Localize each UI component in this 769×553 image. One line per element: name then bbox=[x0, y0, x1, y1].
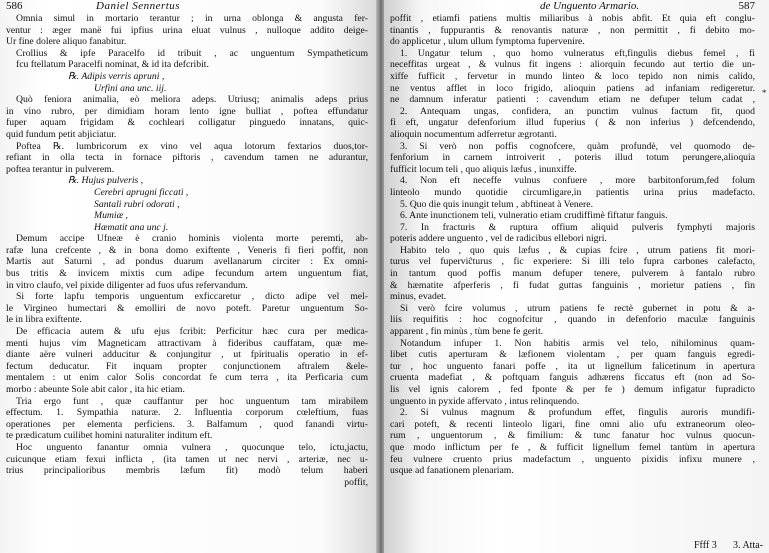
text-line: in tantum quod poffis manum defuper tenere, pulverem à fantalo rubro bbox=[390, 268, 755, 280]
text-line: Hoc unguento fanantur omnia vulnera , quocunque telo, ictu,jactu, bbox=[16, 441, 368, 453]
text-line: linteolo mundo quotidie circumligare,in patientis urina prius madefacto. bbox=[390, 186, 755, 198]
margin-note: * bbox=[761, 88, 766, 98]
text-line: fufficit locum teli , quo aliquis læfus , inunxiffe. bbox=[390, 163, 577, 175]
text-line: Crollius & ipfe Paracelfo id tribuit , ac unguentum Sympatheticum bbox=[16, 47, 368, 59]
catchword: 3. Atta- bbox=[733, 540, 763, 551]
text-line: De efficacia autem & ufu ejus fcribit: Perficitur hæc cura per medica- bbox=[16, 326, 368, 338]
text-line: Hæmatit ana unc j. bbox=[94, 221, 169, 233]
text-line: rum , unguentorum , & fimilium: & tunc fanatur hoc vulnus quocun- bbox=[390, 430, 755, 442]
text-line: feu vulnere cruento prius madefactum , unguento pixidis infixu munere , bbox=[390, 453, 755, 465]
text-line: minus, evadet. bbox=[390, 291, 447, 303]
text-line: operationes per elementa perficiens. 3. Balfamum , quod fanandi virtu- bbox=[6, 418, 368, 430]
text-line: le Virgineo humectari & emolliri de novo poteft. Paretur unguentum So- bbox=[6, 302, 368, 314]
text-line: fcu ftellatum Paracelfi nominat, & id ita defcribit. bbox=[16, 59, 209, 71]
text-line: turus vel fuperviĉturus , fic experiere: Si illi telo fupra carbones calefacto, bbox=[390, 256, 755, 268]
running-head-title-left: Daniel Sennertus bbox=[96, 0, 181, 12]
text-line: Santali rubri odorati , bbox=[94, 198, 180, 210]
signature-mark: Ffff 3 bbox=[694, 540, 717, 551]
text-line: Notandum infuper 1. Non habitis armis vel telo, nihilominus quam- bbox=[400, 337, 755, 349]
text-line: Habito telo , quo quis læfus , & cupias fcire , utrum patiens fit mori- bbox=[400, 244, 755, 256]
text-line: cuicunque etiam fexui inflicta , (ita tamen ut nec nervi , arteriæ, nec u- bbox=[6, 453, 368, 465]
text-line: poftea terantur in pulverem. bbox=[6, 163, 115, 175]
text-line: xiffe fufficit , fervetur in mundo linteo & loco tepido non nimis calido, bbox=[390, 70, 755, 82]
text-line: alioquin nocumentum adferretur ægrotanti. bbox=[390, 128, 557, 140]
text-line: poffit, bbox=[344, 476, 368, 488]
text-line: cruenta madefiat , & poftquam fanguis adhærens ficcatus eft (non ad So- bbox=[390, 372, 755, 384]
text-line: Si verò fcire volumus , utrum patiens fe rectè gubernet in potu & a- bbox=[400, 302, 755, 314]
text-line: Cerebri aprugni ficcati , bbox=[94, 186, 189, 198]
text-line: diante aëre vulneri adducitur & conjungitur , ut fpiritualis operatio in ef- bbox=[6, 349, 368, 361]
text-line: Si forte lapfu temporis unguentum exficcaretur , dicto adipe vel mel- bbox=[16, 291, 368, 303]
text-line: mentalem : ut enim calor Solis concordat fe cum terra , ita Perficaria cum bbox=[6, 372, 368, 384]
left-page-body bbox=[6, 13, 368, 488]
text-line: ne ventus afflet in loco frigido, alioquin patiens ad infaniam redigeretur. bbox=[390, 82, 755, 94]
running-head-left bbox=[6, 0, 368, 13]
text-line: usque ad fanationem plenariam. bbox=[390, 465, 514, 477]
text-line: Ur fine dolere aliquo fanabitur. bbox=[6, 36, 127, 48]
text-line: do applicetur , ulum ullum fymptoma fupervenire. bbox=[390, 36, 585, 48]
running-head-right bbox=[390, 0, 755, 13]
text-line: Martis aut Saturni , ad pondus duarum avellanarum circiter : Ex omni- bbox=[6, 256, 368, 268]
text-line: que modo inflictum per fe , & fufficit lignellum femel tantùm in apertura bbox=[390, 441, 755, 453]
text-line: poteris addere unguento , vel de radicibus ellebori nigri. bbox=[390, 233, 607, 245]
text-line: fectum deducatur. Fit inquam propter conjunctionem aftralem &ele- bbox=[6, 360, 368, 372]
text-line: fi eft, ungatur defenforium illud fuperius ( & non inferius ) defcendendo, bbox=[390, 117, 755, 129]
text-line: 2. Si vulnus magnum & profundum effet, fingulis auroris mundifi- bbox=[400, 407, 755, 419]
text-line: quid fundum petit abjiciatur. bbox=[6, 128, 117, 140]
text-line: tinantis , fuppurantis & renovantis naturæ , non permittit , fi debito mo- bbox=[390, 24, 755, 36]
text-line: unguento in pyxide affervato , intus relinquendo. bbox=[390, 395, 580, 407]
text-line: & hæmatite afperferis , fi fudat guttas fanguinis , morietur patiens , fin bbox=[390, 279, 755, 291]
text-line: liis requifitis : hoc cognofcitur , quando in defenforio maculæ fanguinis bbox=[390, 314, 755, 326]
right-page bbox=[384, 0, 769, 553]
text-line: bus tritis & invicem mixtis cum adipe fecundum artem unguentum fiat, bbox=[6, 268, 368, 280]
text-line: libet cutis aperturam & læfionem violentam , per quam fanguis egredi- bbox=[390, 349, 755, 361]
text-line: te prædicatum cuilibet homini naturaliter inditum eft. bbox=[6, 430, 213, 442]
text-line: effectum. 1. Sympathia naturæ. 2. Influentia corporum cœleftium, fuas bbox=[6, 407, 368, 419]
text-line: fenforium in carnem introiverit , poteris illud totum perungere,alioquia bbox=[390, 152, 755, 164]
right-page-body bbox=[390, 13, 755, 477]
text-line: refiant in olla tecta in fornace piftoris , cavendum tamen ne adurantur, bbox=[6, 152, 368, 164]
text-line: tur , hoc unguento fanari poffe , ita ut lignellum falicetinum in apertura bbox=[390, 360, 755, 372]
text-line: menti hujus vim Magneticam attractivam à fideribus cauffatam, quæ me- bbox=[6, 337, 368, 349]
text-line: ventur : æger manë fui ipfius urina eluat vulnus , nulloque addito deige- bbox=[6, 24, 368, 36]
text-line: Poftea ℞. lumbricorum ex vino vel aqua lotorum fextarios duos,tor- bbox=[16, 140, 368, 152]
text-line: 4. Non eft neceffe vulnus confuere , more barbitonforum,fed folum bbox=[400, 175, 755, 187]
left-page bbox=[0, 0, 378, 553]
text-line: 5. Quo die quis inungit telum , abftineat à Venere. bbox=[400, 198, 593, 210]
text-line: 2. Antequam ungas, confidera, an punctim vulnus factum fit, quod bbox=[400, 105, 755, 117]
text-line: fuper aquam frigidam & cochleari colligatur pinguedo innatans, quic- bbox=[6, 117, 368, 129]
text-line: trius principalioribus membris læfum fit) modò telum haberi bbox=[6, 465, 368, 477]
text-line: poffit , etiamfi patiens multis miliaribus à nobis abfit. Et quia eft conglu- bbox=[390, 13, 755, 24]
text-line: in vitro claufo, vel pixide diligenter ad fuos ufus refervandum. bbox=[6, 279, 248, 291]
text-line: Quò feniora animalia, eò meliora adeps. Utriusq; animalis adeps prius bbox=[16, 94, 368, 106]
text-line: cari poteft, & recenti linteolo ligari, fine omni alio ufu extraneorum oleo- bbox=[390, 418, 755, 430]
text-line: Urfini ana unc. iij. bbox=[94, 82, 167, 94]
text-line: rafæ luna crefcente , & in bona domo exiftente , Veneris fi fieri poffit, non bbox=[6, 244, 368, 256]
text-line: 7. In fracturis & ruptura offium aliquid pulveris fymphyti majoris bbox=[400, 221, 755, 233]
page-number-left: 586 bbox=[6, 0, 23, 12]
text-line: lis vel ignis calorem , fed fponte & per fe ) demum infigatur fupradicto bbox=[390, 384, 755, 395]
text-line: Mumiæ , bbox=[94, 210, 128, 222]
running-head-title-right: de Unguento Armario. bbox=[540, 0, 640, 12]
text-line: morbo : abeunte Sole abit calor , ita hic etiam. bbox=[6, 384, 185, 395]
text-line: ℞. Hujus pulveris , bbox=[68, 175, 144, 187]
text-line: Tria ergo funt , quæ cauffantur per hoc unguentum tam mirabilem bbox=[16, 395, 368, 407]
text-line: Omnia simul in mortario terantur ; in urna oblonga & angusta fer- bbox=[16, 13, 368, 24]
text-line: in vino rubro, per dimidiam horam lento igne bulliat , poftea effundatur bbox=[6, 105, 368, 117]
text-line: 6. Ante inunctionem teli, vulneratio etiam crudiffimè fiftatur fanguis. bbox=[400, 210, 668, 222]
text-line: Demum accipe Ufneæ è cranio hominis violenta morte peremti, ab- bbox=[16, 233, 368, 245]
text-line: neceffitas urgeat , & vulnus fit ingens : aliorquin fecundo aut tertio die un- bbox=[390, 59, 755, 71]
text-line: le in libra exiftente. bbox=[6, 314, 82, 326]
text-line: ℞. Adipis verris apruni , bbox=[68, 70, 165, 82]
text-line: 3. Si verò non poffis cognofcere, quàm profundè, vel quomodo de- bbox=[400, 140, 755, 152]
text-line: apparent , fin minùs , tùm bene fe gerit. bbox=[390, 326, 544, 338]
text-line: 1. Ungatur telum , quo homo vulneratus eft,fingulis diebus femel , fi bbox=[400, 47, 755, 59]
text-line: ne damnum inferatur patienti : cavendum etiam ne defuper telum cadat , bbox=[390, 94, 755, 106]
page-number-right: 587 bbox=[738, 0, 755, 12]
